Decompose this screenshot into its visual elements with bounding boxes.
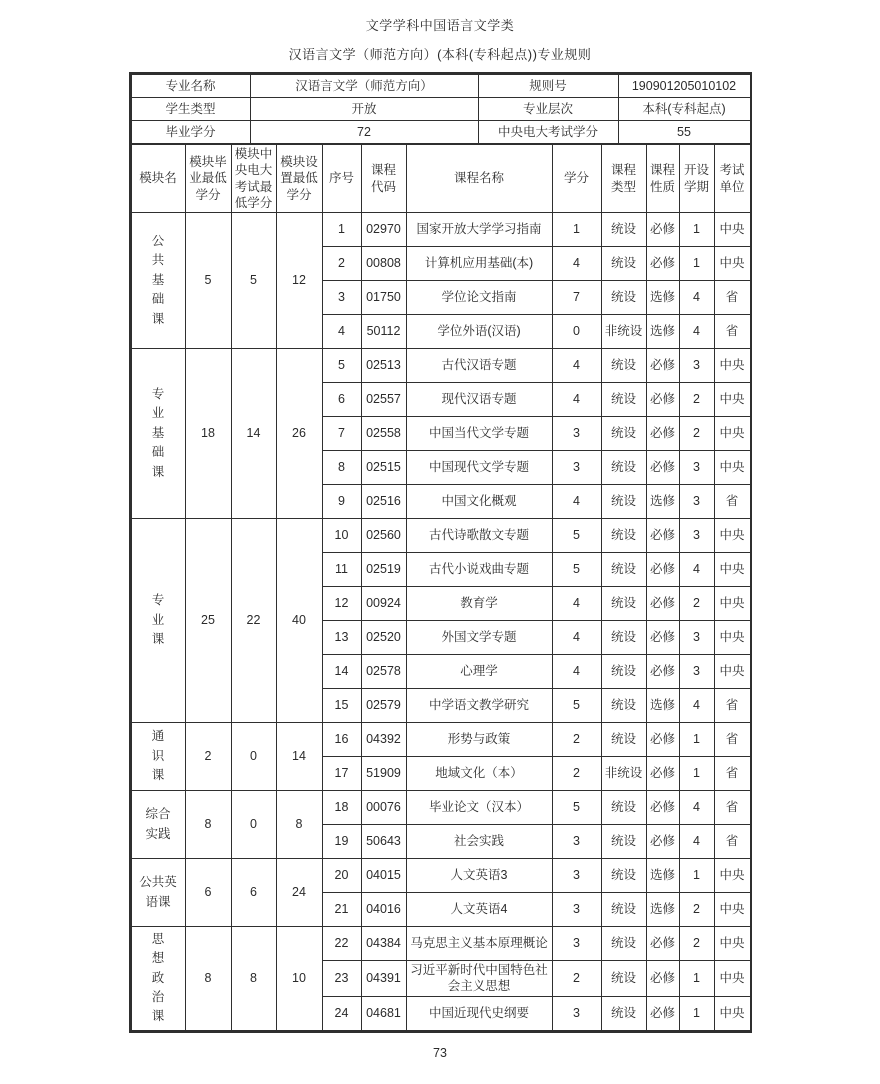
column-header-module-min-setup-credits: 模块设 置最低 学分 xyxy=(276,145,322,213)
course-credits-cell: 3 xyxy=(552,996,601,1030)
module-min-setup-credits-cell: 10 xyxy=(276,927,322,1031)
course-exam-unit-cell: 中央 xyxy=(714,655,750,689)
course-code-cell: 00076 xyxy=(361,791,406,825)
course-row xyxy=(131,519,750,553)
module-name-cell: 通 识 课 xyxy=(131,723,185,791)
course-row xyxy=(131,213,750,247)
column-header-course-nature: 课程 性质 xyxy=(646,145,679,213)
course-code-cell: 04391 xyxy=(361,961,406,997)
course-semester-cell: 3 xyxy=(679,655,714,689)
course-semester-cell: 4 xyxy=(679,281,714,315)
course-code-cell: 02578 xyxy=(361,655,406,689)
course-semester-cell: 1 xyxy=(679,859,714,893)
course-seq-cell: 17 xyxy=(322,757,361,791)
course-name-cell: 毕业论文（汉本） xyxy=(406,791,552,825)
course-credits-cell: 2 xyxy=(552,757,601,791)
course-exam-unit-cell: 中央 xyxy=(714,621,750,655)
course-seq-cell: 8 xyxy=(322,451,361,485)
course-seq-cell: 14 xyxy=(322,655,361,689)
course-name-cell: 中国近现代史纲要 xyxy=(406,996,552,1030)
course-name-cell: 人文英语4 xyxy=(406,893,552,927)
course-name-cell: 地域文化（本） xyxy=(406,757,552,791)
course-seq-cell: 1 xyxy=(322,213,361,247)
course-semester-cell: 3 xyxy=(679,349,714,383)
course-nature-cell: 必修 xyxy=(646,383,679,417)
course-type-cell: 统设 xyxy=(601,519,646,553)
course-code-cell: 04681 xyxy=(361,996,406,1030)
course-exam-unit-cell: 中央 xyxy=(714,553,750,587)
info-value-cell: 汉语言文学（师范方向） xyxy=(250,75,478,98)
course-exam-unit-cell: 省 xyxy=(714,723,750,757)
course-nature-cell: 必修 xyxy=(646,791,679,825)
course-row xyxy=(131,859,750,893)
course-credits-cell: 3 xyxy=(552,451,601,485)
course-semester-cell: 2 xyxy=(679,893,714,927)
course-code-cell: 51909 xyxy=(361,757,406,791)
course-nature-cell: 必修 xyxy=(646,587,679,621)
info-value-cell: 72 xyxy=(250,121,478,144)
course-exam-unit-cell: 省 xyxy=(714,757,750,791)
module-min-graduation-credits-cell: 6 xyxy=(185,859,231,927)
course-semester-cell: 1 xyxy=(679,996,714,1030)
course-seq-cell: 11 xyxy=(322,553,361,587)
course-code-cell: 02558 xyxy=(361,417,406,451)
course-nature-cell: 选修 xyxy=(646,689,679,723)
course-code-cell: 02560 xyxy=(361,519,406,553)
course-type-cell: 统设 xyxy=(601,485,646,519)
module-min-central-exam-credits-cell: 5 xyxy=(231,213,276,349)
info-label-cell: 学生类型 xyxy=(131,98,250,121)
column-header-module-min-central-exam-credits: 模块中 央电大 考试最 低学分 xyxy=(231,145,276,213)
course-seq-cell: 9 xyxy=(322,485,361,519)
module-name-cell: 综合 实践 xyxy=(131,791,185,859)
course-name-cell: 教育学 xyxy=(406,587,552,621)
module-min-graduation-credits-cell: 8 xyxy=(185,791,231,859)
course-name-cell: 学位外语(汉语) xyxy=(406,315,552,349)
course-semester-cell: 1 xyxy=(679,723,714,757)
course-exam-unit-cell: 中央 xyxy=(714,893,750,927)
course-code-cell: 04384 xyxy=(361,927,406,961)
course-nature-cell: 必修 xyxy=(646,927,679,961)
module-name-cell: 专 业 课 xyxy=(131,519,185,723)
course-credits-cell: 4 xyxy=(552,655,601,689)
course-name-cell: 习近平新时代中国特色社会主义思想 xyxy=(406,961,552,997)
course-semester-cell: 3 xyxy=(679,519,714,553)
course-code-cell: 02513 xyxy=(361,349,406,383)
course-semester-cell: 3 xyxy=(679,621,714,655)
course-nature-cell: 选修 xyxy=(646,859,679,893)
course-seq-cell: 19 xyxy=(322,825,361,859)
module-min-setup-credits-cell: 8 xyxy=(276,791,322,859)
course-semester-cell: 2 xyxy=(679,417,714,451)
module-min-graduation-credits-cell: 18 xyxy=(185,349,231,519)
course-exam-unit-cell: 中央 xyxy=(714,961,750,997)
course-seq-cell: 7 xyxy=(322,417,361,451)
course-type-cell: 统设 xyxy=(601,349,646,383)
info-value-cell: 本科(专科起点) xyxy=(618,98,750,121)
course-row xyxy=(131,791,750,825)
page-number: 73 xyxy=(433,1046,447,1060)
course-name-cell: 古代诗歌散文专题 xyxy=(406,519,552,553)
course-semester-cell: 3 xyxy=(679,451,714,485)
course-credits-cell: 4 xyxy=(552,383,601,417)
module-min-setup-credits-cell: 12 xyxy=(276,213,322,349)
course-table xyxy=(131,144,751,1031)
course-name-cell: 中国现代文学专题 xyxy=(406,451,552,485)
course-nature-cell: 必修 xyxy=(646,451,679,485)
module-min-setup-credits-cell: 24 xyxy=(276,859,322,927)
course-code-cell: 02515 xyxy=(361,451,406,485)
course-credits-cell: 1 xyxy=(552,213,601,247)
course-name-cell: 中国文化概观 xyxy=(406,485,552,519)
info-label-cell: 毕业学分 xyxy=(131,121,250,144)
module-name-cell: 专 业 基 础 课 xyxy=(131,349,185,519)
course-credits-cell: 5 xyxy=(552,553,601,587)
course-seq-cell: 20 xyxy=(322,859,361,893)
course-seq-cell: 22 xyxy=(322,927,361,961)
course-type-cell: 统设 xyxy=(601,996,646,1030)
course-exam-unit-cell: 省 xyxy=(714,315,750,349)
course-semester-cell: 2 xyxy=(679,587,714,621)
course-credits-cell: 4 xyxy=(552,621,601,655)
module-min-setup-credits-cell: 26 xyxy=(276,349,322,519)
course-code-cell: 02557 xyxy=(361,383,406,417)
course-code-cell: 04392 xyxy=(361,723,406,757)
course-type-cell: 统设 xyxy=(601,927,646,961)
course-type-cell: 统设 xyxy=(601,587,646,621)
course-name-cell: 国家开放大学学习指南 xyxy=(406,213,552,247)
course-exam-unit-cell: 中央 xyxy=(714,213,750,247)
course-exam-unit-cell: 省 xyxy=(714,485,750,519)
course-nature-cell: 必修 xyxy=(646,553,679,587)
course-exam-unit-cell: 中央 xyxy=(714,519,750,553)
course-code-cell: 00808 xyxy=(361,247,406,281)
course-code-cell: 02970 xyxy=(361,213,406,247)
document-category-title: 文学学科中国语言文学类 xyxy=(365,18,515,33)
course-name-cell: 形势与政策 xyxy=(406,723,552,757)
course-code-cell: 02579 xyxy=(361,689,406,723)
column-header-semester: 开设 学期 xyxy=(679,145,714,213)
course-code-cell: 00924 xyxy=(361,587,406,621)
course-semester-cell: 1 xyxy=(679,213,714,247)
course-type-cell: 统设 xyxy=(601,689,646,723)
course-credits-cell: 3 xyxy=(552,859,601,893)
course-seq-cell: 24 xyxy=(322,996,361,1030)
module-name-cell: 思 想 政 治 课 xyxy=(131,927,185,1031)
column-header-module-name: 模块名 xyxy=(131,145,185,213)
course-code-cell: 04016 xyxy=(361,893,406,927)
info-value-cell: 190901205010102 xyxy=(618,75,750,98)
module-min-setup-credits-cell: 40 xyxy=(276,519,322,723)
course-semester-cell: 1 xyxy=(679,961,714,997)
course-credits-cell: 5 xyxy=(552,519,601,553)
course-nature-cell: 必修 xyxy=(646,349,679,383)
course-nature-cell: 选修 xyxy=(646,485,679,519)
course-type-cell: 统设 xyxy=(601,281,646,315)
course-name-cell: 学位论文指南 xyxy=(406,281,552,315)
course-nature-cell: 必修 xyxy=(646,996,679,1030)
info-value-cell: 55 xyxy=(618,121,750,144)
program-info-table xyxy=(131,74,751,144)
course-seq-cell: 12 xyxy=(322,587,361,621)
course-type-cell: 统设 xyxy=(601,655,646,689)
course-type-cell: 非统设 xyxy=(601,315,646,349)
rules-table-wrap xyxy=(129,72,752,1033)
course-semester-cell: 2 xyxy=(679,927,714,961)
course-credits-cell: 4 xyxy=(552,349,601,383)
course-credits-cell: 3 xyxy=(552,417,601,451)
course-seq-cell: 23 xyxy=(322,961,361,997)
course-name-cell: 现代汉语专题 xyxy=(406,383,552,417)
course-nature-cell: 必修 xyxy=(646,247,679,281)
course-exam-unit-cell: 中央 xyxy=(714,451,750,485)
module-min-graduation-credits-cell: 2 xyxy=(185,723,231,791)
course-type-cell: 统设 xyxy=(601,825,646,859)
info-row xyxy=(131,75,750,98)
column-header-seq: 序号 xyxy=(322,145,361,213)
course-name-cell: 中学语文教学研究 xyxy=(406,689,552,723)
column-header-exam-unit: 考试 单位 xyxy=(714,145,750,213)
course-type-cell: 统设 xyxy=(601,791,646,825)
info-label-cell: 专业名称 xyxy=(131,75,250,98)
course-credits-cell: 0 xyxy=(552,315,601,349)
course-exam-unit-cell: 中央 xyxy=(714,927,750,961)
course-name-cell: 计算机应用基础(本) xyxy=(406,247,552,281)
course-row xyxy=(131,927,750,961)
course-type-cell: 统设 xyxy=(601,417,646,451)
course-semester-cell: 1 xyxy=(679,757,714,791)
course-nature-cell: 必修 xyxy=(646,757,679,791)
course-semester-cell: 4 xyxy=(679,553,714,587)
course-code-cell: 02516 xyxy=(361,485,406,519)
course-seq-cell: 5 xyxy=(322,349,361,383)
course-credits-cell: 3 xyxy=(552,825,601,859)
course-semester-cell: 4 xyxy=(679,689,714,723)
course-exam-unit-cell: 省 xyxy=(714,689,750,723)
course-table-header-row xyxy=(131,145,750,213)
module-min-graduation-credits-cell: 8 xyxy=(185,927,231,1031)
course-type-cell: 统设 xyxy=(601,383,646,417)
course-exam-unit-cell: 省 xyxy=(714,281,750,315)
course-seq-cell: 21 xyxy=(322,893,361,927)
course-seq-cell: 3 xyxy=(322,281,361,315)
course-exam-unit-cell: 中央 xyxy=(714,859,750,893)
course-row xyxy=(131,349,750,383)
course-credits-cell: 4 xyxy=(552,247,601,281)
course-credits-cell: 5 xyxy=(552,689,601,723)
course-name-cell: 人文英语3 xyxy=(406,859,552,893)
course-exam-unit-cell: 省 xyxy=(714,791,750,825)
course-code-cell: 50112 xyxy=(361,315,406,349)
course-exam-unit-cell: 中央 xyxy=(714,349,750,383)
module-min-central-exam-credits-cell: 6 xyxy=(231,859,276,927)
column-header-credits: 学分 xyxy=(552,145,601,213)
course-credits-cell: 3 xyxy=(552,893,601,927)
info-label-cell: 中央电大考试学分 xyxy=(478,121,618,144)
info-row xyxy=(131,98,750,121)
info-label-cell: 规则号 xyxy=(478,75,618,98)
course-seq-cell: 15 xyxy=(322,689,361,723)
course-name-cell: 心理学 xyxy=(406,655,552,689)
course-name-cell: 外国文学专题 xyxy=(406,621,552,655)
course-nature-cell: 必修 xyxy=(646,519,679,553)
course-nature-cell: 必修 xyxy=(646,213,679,247)
info-row xyxy=(131,121,750,144)
course-type-cell: 统设 xyxy=(601,723,646,757)
column-header-course-type: 课程 类型 xyxy=(601,145,646,213)
course-exam-unit-cell: 中央 xyxy=(714,383,750,417)
course-type-cell: 统设 xyxy=(601,451,646,485)
course-exam-unit-cell: 中央 xyxy=(714,587,750,621)
course-code-cell: 50643 xyxy=(361,825,406,859)
course-nature-cell: 必修 xyxy=(646,655,679,689)
course-nature-cell: 必修 xyxy=(646,825,679,859)
course-code-cell: 04015 xyxy=(361,859,406,893)
course-exam-unit-cell: 省 xyxy=(714,825,750,859)
column-header-course-code: 课程 代码 xyxy=(361,145,406,213)
course-name-cell: 古代小说戏曲专题 xyxy=(406,553,552,587)
module-min-central-exam-credits-cell: 14 xyxy=(231,349,276,519)
course-type-cell: 统设 xyxy=(601,961,646,997)
course-credits-cell: 2 xyxy=(552,723,601,757)
course-type-cell: 统设 xyxy=(601,553,646,587)
course-nature-cell: 必修 xyxy=(646,723,679,757)
module-min-central-exam-credits-cell: 0 xyxy=(231,791,276,859)
course-name-cell: 马克思主义基本原理概论 xyxy=(406,927,552,961)
course-code-cell: 02519 xyxy=(361,553,406,587)
course-nature-cell: 选修 xyxy=(646,281,679,315)
course-seq-cell: 10 xyxy=(322,519,361,553)
info-label-cell: 专业层次 xyxy=(478,98,618,121)
module-min-central-exam-credits-cell: 8 xyxy=(231,927,276,1031)
course-nature-cell: 必修 xyxy=(646,417,679,451)
course-credits-cell: 7 xyxy=(552,281,601,315)
course-exam-unit-cell: 中央 xyxy=(714,247,750,281)
course-seq-cell: 6 xyxy=(322,383,361,417)
course-semester-cell: 3 xyxy=(679,485,714,519)
course-seq-cell: 4 xyxy=(322,315,361,349)
course-seq-cell: 13 xyxy=(322,621,361,655)
course-semester-cell: 4 xyxy=(679,791,714,825)
module-min-graduation-credits-cell: 25 xyxy=(185,519,231,723)
module-min-setup-credits-cell: 14 xyxy=(276,723,322,791)
course-credits-cell: 3 xyxy=(552,927,601,961)
course-name-cell: 古代汉语专题 xyxy=(406,349,552,383)
course-type-cell: 统设 xyxy=(601,621,646,655)
course-credits-cell: 5 xyxy=(552,791,601,825)
column-header-course-name: 课程名称 xyxy=(406,145,552,213)
course-nature-cell: 必修 xyxy=(646,961,679,997)
course-seq-cell: 2 xyxy=(322,247,361,281)
course-type-cell: 统设 xyxy=(601,893,646,927)
info-value-cell: 开放 xyxy=(250,98,478,121)
course-credits-cell: 4 xyxy=(552,587,601,621)
column-header-module-min-graduation-credits: 模块毕 业最低 学分 xyxy=(185,145,231,213)
course-code-cell: 01750 xyxy=(361,281,406,315)
course-semester-cell: 1 xyxy=(679,247,714,281)
document-rule-title: 汉语言文学（师范方向）(本科(专科起点))专业规则 xyxy=(288,47,592,62)
module-name-cell: 公共英 语课 xyxy=(131,859,185,927)
course-type-cell: 统设 xyxy=(601,859,646,893)
course-code-cell: 02520 xyxy=(361,621,406,655)
module-min-graduation-credits-cell: 5 xyxy=(185,213,231,349)
course-nature-cell: 必修 xyxy=(646,621,679,655)
course-type-cell: 统设 xyxy=(601,247,646,281)
course-credits-cell: 4 xyxy=(552,485,601,519)
course-credits-cell: 2 xyxy=(552,961,601,997)
module-min-central-exam-credits-cell: 0 xyxy=(231,723,276,791)
course-type-cell: 非统设 xyxy=(601,757,646,791)
course-exam-unit-cell: 中央 xyxy=(714,417,750,451)
course-semester-cell: 2 xyxy=(679,383,714,417)
course-nature-cell: 选修 xyxy=(646,893,679,927)
course-row xyxy=(131,723,750,757)
module-min-central-exam-credits-cell: 22 xyxy=(231,519,276,723)
course-exam-unit-cell: 中央 xyxy=(714,996,750,1030)
course-seq-cell: 16 xyxy=(322,723,361,757)
module-name-cell: 公 共 基 础 课 xyxy=(131,213,185,349)
course-seq-cell: 18 xyxy=(322,791,361,825)
course-semester-cell: 4 xyxy=(679,825,714,859)
course-semester-cell: 4 xyxy=(679,315,714,349)
course-name-cell: 中国当代文学专题 xyxy=(406,417,552,451)
course-name-cell: 社会实践 xyxy=(406,825,552,859)
course-nature-cell: 选修 xyxy=(646,315,679,349)
course-type-cell: 统设 xyxy=(601,213,646,247)
